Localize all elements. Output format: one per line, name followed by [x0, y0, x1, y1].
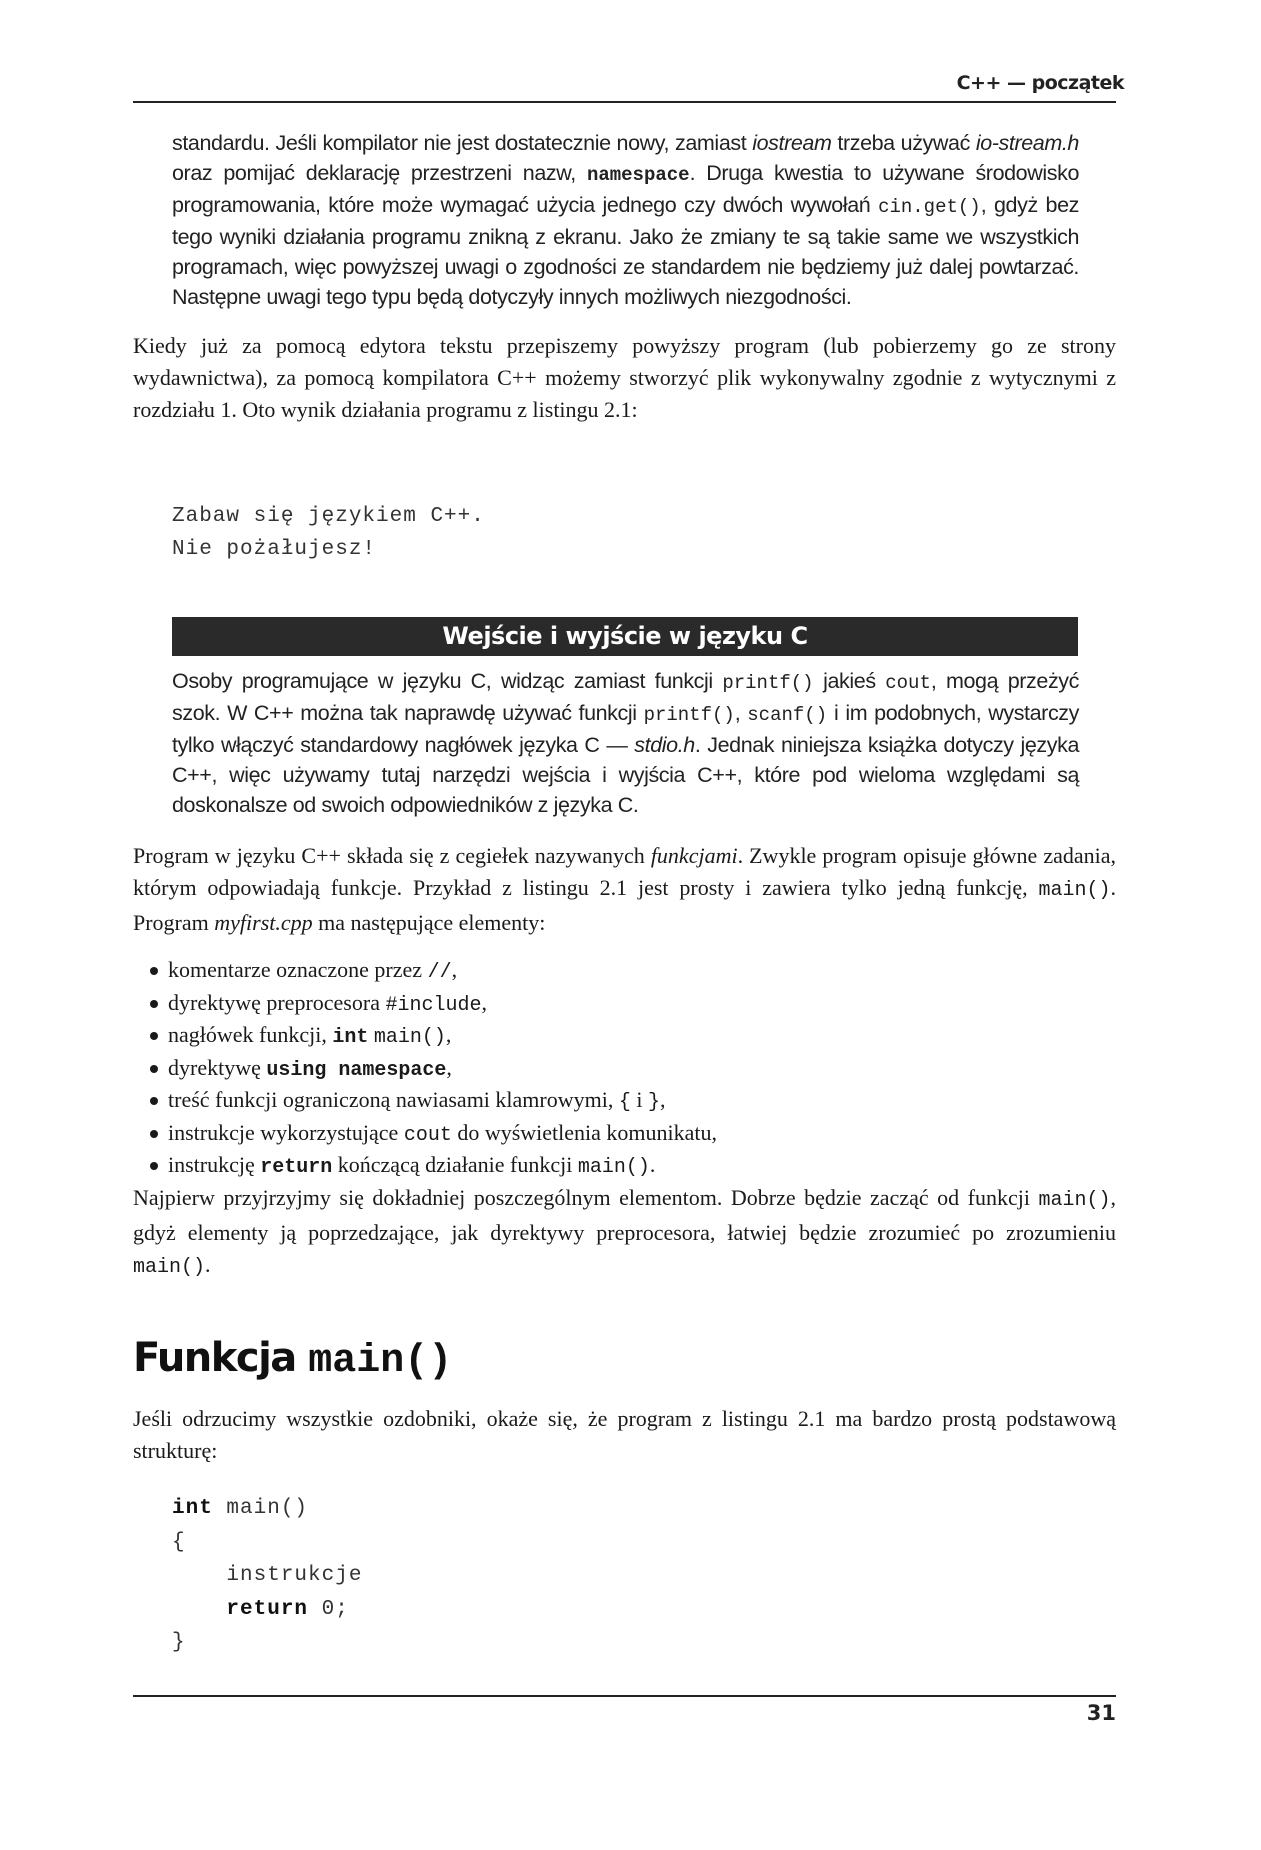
text-run: , [446, 1054, 452, 1080]
inline-code: main() [133, 1256, 206, 1279]
text-run: oraz pomijać deklarację przestrzeni nazw, [172, 161, 587, 185]
section-heading [133, 1335, 452, 1384]
code-text: 0; [321, 1597, 349, 1621]
inline-code: main() [1038, 879, 1111, 902]
text-run: nagłówek funkcji, [168, 1022, 333, 1047]
inline-code: printf() [722, 672, 814, 694]
text-run: , [734, 701, 748, 725]
inline-code: cout [885, 672, 931, 694]
text-run: trzeba używać [831, 131, 976, 155]
text-run: dyrektywę preprocesora [168, 989, 386, 1015]
paragraph-main-first [133, 1182, 1116, 1284]
list-item [147, 988, 717, 1021]
list-item [147, 1118, 717, 1151]
text-run: , gdyż elementy ją poprzedzające, jak dyrektywy preprocesora, łatwiej będzie zrozumieć po zrozumieniu [133, 1185, 1116, 1245]
list-item [147, 1085, 717, 1118]
inline-code-keyword: int [332, 1026, 369, 1049]
sidebar-title: Wejście i wyjście w języku C [172, 617, 1078, 656]
text-run: instrukcje wykorzystujące [168, 1119, 404, 1145]
text-run: treść funkcji ograniczoną nawiasami klamrowymi, [168, 1087, 619, 1112]
list-item [147, 1150, 717, 1183]
code-line: } [172, 1631, 186, 1654]
sidebar-body [172, 666, 1079, 820]
inline-code: scanf() [747, 704, 828, 726]
text-run: Osoby programujące w języku C, widząc zamiast funkcji [172, 669, 723, 693]
inline-code-keyword: return [260, 1156, 333, 1179]
text-run: jakieś [813, 669, 886, 693]
text-run: . Jednak niniejsza książka dotyczy języka C++, więc używamy tutaj narzędzi wejścia i wyjścia C++, które pod wieloma względami są doskonalsze od swoich odpowiedników z języka C. [172, 733, 1080, 817]
text-run: . [649, 1152, 656, 1177]
code-text: instrukcje [226, 1564, 363, 1587]
text-run: Najpierw przyjrzyjmy się dokładniej poszczególnym elementom. Dobrze będzie zacząć od funkcji [133, 1185, 1039, 1210]
text-run: , [451, 957, 458, 982]
code-text: main() [226, 1497, 309, 1520]
text-run: i im podobnych, wystarczy tylko włączyć standardowy nagłówek języka C — [172, 701, 1079, 757]
footer-rule [133, 1695, 1116, 1697]
text-run: . [205, 1252, 211, 1277]
text-run: , [481, 989, 487, 1015]
inline-code: main() [1038, 1189, 1111, 1212]
text-run: standardu. Jeśli kompilator nie jest dostatecznie nowy, zamiast [172, 131, 753, 155]
text-run: . Program [133, 875, 1116, 935]
program-output [172, 500, 485, 566]
inline-code: { [618, 1091, 631, 1114]
text-run: , gdyż bez tego wyniki działania programu znikną z ekranu. Jako że zmiany te są takie same we wszystkich programach, więc powyższej uwagi o zgodności ze standardem nie będziemy już dalej powtarzać. Następne uwagi tego typu będą dotyczyły innych możliwych niezgodności. [172, 193, 1080, 309]
header-rule [133, 101, 1116, 103]
text-run: ma następujące elementy: [312, 910, 546, 935]
inline-code-keyword: namespace [586, 164, 690, 186]
list-item [147, 955, 717, 988]
text-run: instrukcję [168, 1152, 261, 1177]
italic-term: stdio.h [634, 733, 695, 757]
text-run: . Zwykle program opisuje główne zadania, którym odpowiadają funkcje. Przykład z listingu 2.1 jest prosty i zawiera tylko jedną funkcję, [133, 843, 1117, 900]
page-number: 31 [1086, 1701, 1116, 1725]
heading-word: Funkcja [133, 1335, 296, 1381]
output-line: Nie pożałujesz! [172, 538, 377, 561]
text-run: komentarze oznaczone przez [168, 957, 428, 982]
paragraph-structure [133, 1403, 1116, 1467]
code-block [172, 1492, 362, 1660]
text-run: Program w języku C++ składa się z cegiełek nazywanych [133, 843, 651, 868]
heading-code: main() [308, 1339, 453, 1384]
elements-list [147, 955, 717, 1183]
text-run: i [630, 1087, 648, 1112]
code-keyword: return [226, 1597, 309, 1621]
paragraph-functions [133, 840, 1116, 939]
inline-code: cout [403, 1123, 452, 1147]
text-run: kończącą działanie funkcji [332, 1152, 578, 1177]
text-run: dyrektywę [168, 1054, 267, 1080]
code-keyword: int [172, 1497, 213, 1520]
inline-code: } [648, 1091, 661, 1114]
italic-term: io-stream.h [975, 131, 1079, 155]
text-run: , [445, 1022, 452, 1047]
inline-code: main() [373, 1026, 446, 1049]
code-line [172, 1492, 362, 1526]
text-run: do wyświetlenia komunikatu, [451, 1119, 718, 1145]
list-item [147, 1053, 717, 1086]
inline-code-keyword: using namespace [266, 1058, 447, 1082]
inline-code: // [427, 961, 452, 984]
text-run: , [660, 1087, 666, 1112]
inline-code: main() [577, 1156, 650, 1179]
italic-term: funkcjami [650, 843, 738, 868]
output-line: Zabaw się językiem C++. [172, 505, 485, 528]
code-line [172, 1593, 362, 1627]
text-run: Jeśli odrzucimy wszystkie ozdobniki, okaże się, że program z listingu 2.1 ma bardzo prostą podstawową strukturę: [133, 1406, 1116, 1463]
note-continuation [172, 128, 1079, 312]
text-run: . Druga kwestia to używane środowisko programowania, które może wymagać użycia jednego czy dwóch wywołań [172, 161, 1080, 217]
code-line [172, 1559, 362, 1593]
inline-code: #include [385, 993, 482, 1017]
italic-term: myfirst.cpp [214, 910, 313, 935]
text-run: , mogą przeżyć szok. W C++ można tak naprawdę używać funkcji [172, 669, 1079, 725]
code-line: { [172, 1530, 186, 1554]
inline-code: printf() [643, 704, 735, 726]
italic-term: iostream [752, 131, 832, 155]
paragraph-program-output-intro [133, 330, 1116, 426]
running-head: C++ — początek [956, 72, 1124, 94]
inline-code: cin.get() [878, 196, 981, 218]
list-item [147, 1020, 717, 1053]
text-run: Kiedy już za pomocą edytora tekstu przepiszemy powyższy program (lub pobierzemy go ze strony wydawnictwa), za pomocą kompilatora C++ możemy stworzyć plik wykonywalny zgodnie z wytycznymi z rozdziału 1. Oto wynik działania programu z listingu 2.1: [133, 333, 1116, 422]
